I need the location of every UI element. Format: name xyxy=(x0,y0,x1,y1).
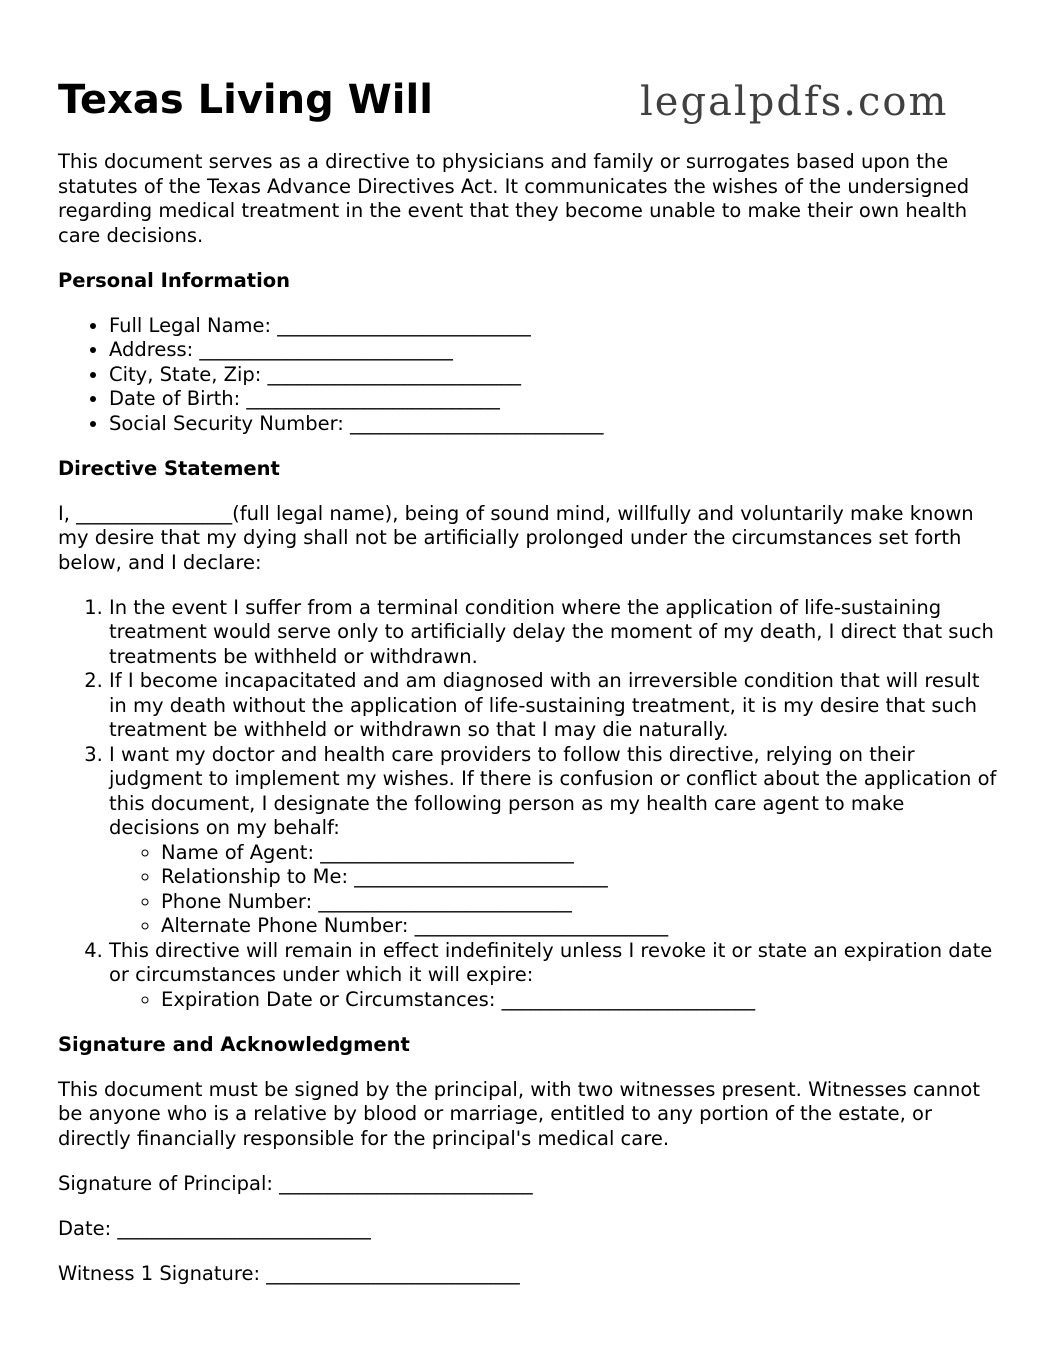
signature-heading: Signature and Acknowledgment xyxy=(58,1032,410,1056)
field-agent-alt-phone: ◦ Alternate Phone Number: __________________________ xyxy=(161,914,998,939)
field-principal-signature: Signature of Principal: __________________________ xyxy=(58,1171,533,1195)
field-city-state-zip: • City, State, Zip: __________________________ xyxy=(109,363,998,388)
field-date: Date: __________________________ xyxy=(58,1216,371,1240)
personal-info-list xyxy=(58,314,998,437)
field-agent-phone: ◦ Phone Number: __________________________ xyxy=(161,890,998,915)
signature-text: This document must be signed by the principal, with two witnesses present. Witnesses cannot be anyone who is a relative by blood or marriage, entitled to any portion of the estate, or directly financially responsible for the principal's medical care. xyxy=(58,1077,980,1150)
field-full-legal-name: • Full Legal Name: __________________________ xyxy=(109,314,998,339)
directive-item: 3. I want my doctor and health care providers to follow this directive, relying on their judgment to implement my wishes. If there is confusion or conflict about the application of this document, I designate the following person as my health care agent to make decisions on my behalf: ◦ Name of Agent: __________________________ ◦ Relationship to Me: __________________________ ◦ Phone Number: __________________________ ◦ Alternate Phone Number: __________________________ xyxy=(109,743,998,939)
agent-fields xyxy=(109,841,998,939)
field-witness1-signature: Witness 1 Signature: __________________________ xyxy=(58,1261,520,1285)
directive-item: 2. If I become incapacitated and am diagnosed with an irreversible condition that will result in my death without the application of life-sustaining treatment, it is my desire that such treatment be withheld or withdrawn so that I may die naturally. xyxy=(109,669,998,743)
field-expiration: ◦ Expiration Date or Circumstances: __________________________ xyxy=(161,988,998,1013)
field-agent-relationship: ◦ Relationship to Me: __________________________ xyxy=(161,865,998,890)
personal-info-heading: Personal Information xyxy=(58,268,291,292)
directive-item: 4. This directive will remain in effect indefinitely unless I revoke it or state an expiration date or circumstances under which it will expire: ◦ Expiration Date or Circumstances: __________________________ xyxy=(109,939,998,1013)
directive-heading: Directive Statement xyxy=(58,456,280,480)
field-date-of-birth: • Date of Birth: __________________________ xyxy=(109,387,998,412)
expiration-fields xyxy=(109,988,998,1013)
watermark: legalpdfs.com xyxy=(640,79,949,125)
directive-statement: I, ________________(full legal name), being of sound mind, willfully and voluntarily make known my desire that my dying shall not be artificially prolonged under the circumstances set forth below, and I declare: xyxy=(58,501,974,574)
intro-paragraph: This document serves as a directive to physicians and family or surrogates based upon the statutes of the Texas Advance Directives Act. It communicates the wishes of the undersigned regarding medical treatment in the event that they become unable to make their own health care decisions. xyxy=(58,150,970,247)
field-agent-name: ◦ Name of Agent: __________________________ xyxy=(161,841,998,866)
document-title: Texas Living Will xyxy=(58,77,433,123)
directive-list xyxy=(58,596,998,1013)
field-address: • Address: __________________________ xyxy=(109,338,998,363)
directive-item: 1. In the event I suffer from a terminal condition where the application of life-sustaining treatment would serve only to artificially delay the moment of my death, I direct that such treatments be withheld or withdrawn. xyxy=(109,596,998,670)
field-ssn: • Social Security Number: __________________________ xyxy=(109,412,998,437)
document-content xyxy=(58,74,998,1307)
